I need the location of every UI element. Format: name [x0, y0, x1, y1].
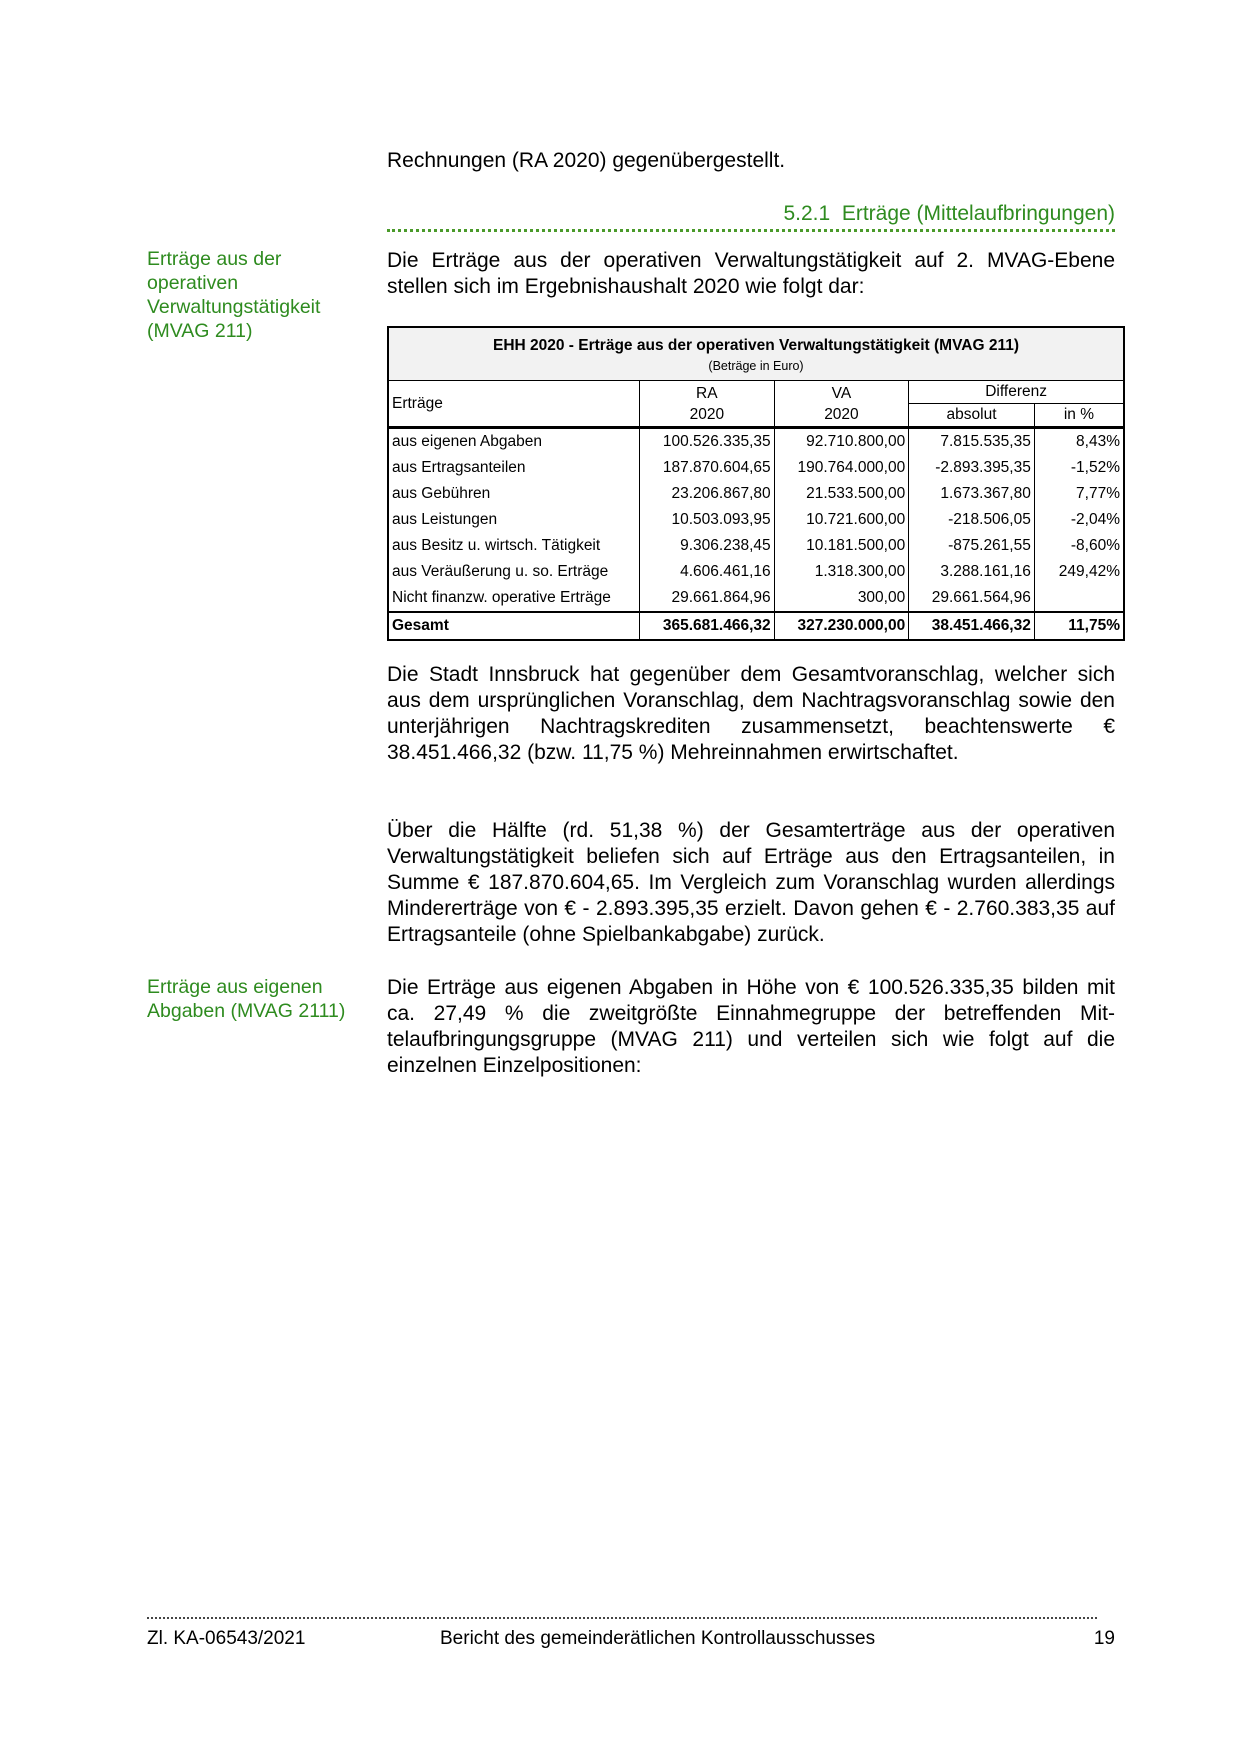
row-abs: 3.288.161,16 — [909, 559, 1035, 585]
total-ra: 365.681.466,32 — [640, 612, 775, 640]
row-va: 190.764.000,00 — [774, 455, 909, 481]
row-pct: -1,52% — [1034, 455, 1124, 481]
row-label: aus Besitz u. wirtsch. Tätigkeit — [392, 537, 601, 554]
row-label: aus Ertragsanteilen — [392, 459, 526, 476]
footer-reference: Zl. KA-06543/2021 — [147, 1628, 306, 1649]
header-pct: in % — [1034, 404, 1124, 428]
side-label-operative — [147, 247, 367, 343]
paragraph-intro: Die Erträge aus der operativen Verwaltungstätigkeit auf 2. MVAG-Ebene stellen sich im Ergebnishaushalt 2020 wie folgt dar: — [387, 249, 1115, 298]
section-title: Erträge (Mittelaufbringungen) — [841, 202, 1115, 225]
row-pct: 7,77% — [1034, 481, 1124, 507]
header-label: Erträge — [388, 381, 640, 428]
side-label-line: operativen — [147, 272, 239, 294]
footer-divider — [147, 1617, 1097, 1619]
row-ra: 9.306.238,45 — [640, 533, 775, 559]
revenue-table — [387, 326, 1125, 641]
row-abs: 29.661.564,96 — [909, 585, 1035, 612]
row-abs: 7.815.535,35 — [909, 428, 1035, 456]
side-label-line: (MVAG 211) — [147, 320, 253, 342]
total-va: 327.230.000,00 — [774, 612, 909, 640]
table-row — [388, 585, 1124, 612]
row-ra: 100.526.335,35 — [640, 428, 775, 456]
table-subtitle: (Beträge in Euro) — [708, 359, 804, 373]
header-ra — [640, 381, 775, 428]
header-diff: Differenz — [909, 381, 1124, 404]
row-abs: -875.261,55 — [909, 533, 1035, 559]
row-pct: 8,43% — [1034, 428, 1124, 456]
paragraph-eigene-abgaben: Die Erträge aus eigenen Abgaben in Höhe von € 100.526.335,35 bilden mit ca. 27,49 % die zweitgrößte Einnahmegruppe der betreffenden Mittelaufbringungsgruppe (MVAG 211) und verteilen sich wie folgt auf die einzelnen Einzelpositionen: — [387, 976, 1115, 1077]
row-label: Nicht finanzw. operative Erträge — [392, 589, 611, 606]
header-va-line: VA — [831, 384, 852, 402]
section-heading — [387, 201, 1115, 227]
row-va: 92.710.800,00 — [774, 428, 909, 456]
row-ra: 23.206.867,80 — [640, 481, 775, 507]
row-label: aus Leistungen — [392, 511, 498, 528]
header-abs: absolut — [909, 404, 1035, 428]
header-ra-line: RA — [696, 384, 718, 402]
row-abs: -218.506,05 — [909, 507, 1035, 533]
row-pct: 249,42% — [1034, 559, 1124, 585]
total-pct: 11,75% — [1034, 612, 1124, 640]
row-label: aus eigenen Abgaben — [392, 433, 542, 450]
table-row — [388, 428, 1124, 456]
row-ra: 187.870.604,65 — [640, 455, 775, 481]
row-label: aus Veräußerung u. so. Erträge — [392, 563, 609, 580]
row-pct: -2,04% — [1034, 507, 1124, 533]
row-pct: -8,60% — [1034, 533, 1124, 559]
row-ra: 4.606.461,16 — [640, 559, 775, 585]
side-label-line: Abgaben (MVAG 2111) — [147, 1000, 346, 1022]
total-abs: 38.451.466,32 — [909, 612, 1035, 640]
row-va: 10.181.500,00 — [774, 533, 909, 559]
paragraph-mehreinnahmen: Die Stadt Innsbruck hat gegenüber dem Gesamtvoranschlag, welcher sich aus dem ursprünglichen Voranschlag, dem Nachtragsvoranschlag sowie den unterjährigen Nachtragskrediten zusammensetzt, beachtenswerte € 38.451.466,32 (bzw. 11,75 %) Mehreinnahmen erwirtschaftet. — [387, 663, 1115, 764]
table-row — [388, 507, 1124, 533]
row-pct — [1034, 585, 1124, 612]
total-label: Gesamt — [388, 612, 640, 640]
table-row — [388, 533, 1124, 559]
side-label-eigene-abgaben — [147, 975, 377, 1023]
table-container — [387, 326, 1125, 641]
side-label-line: Erträge aus der — [147, 248, 282, 270]
row-va: 10.721.600,00 — [774, 507, 909, 533]
table-total-row — [388, 612, 1124, 640]
section-number: 5.2.1 — [783, 202, 831, 225]
table-title: EHH 2020 - Erträge aus der operativen Verwaltungstätigkeit (MVAG 211) — [492, 337, 1020, 354]
intro-line: Rechnungen (RA 2020) gegenübergestellt. — [387, 149, 786, 172]
row-abs: 1.673.367,80 — [909, 481, 1035, 507]
table-row — [388, 455, 1124, 481]
side-label-line: Erträge aus eigenen — [147, 976, 323, 998]
row-va: 300,00 — [774, 585, 909, 612]
page-number: 19 — [1093, 1628, 1115, 1649]
table-row — [388, 559, 1124, 585]
header-va — [774, 381, 909, 428]
footer-title: Bericht des gemeinderätlichen Kontrollausschusses — [440, 1628, 876, 1649]
row-label: aus Gebühren — [392, 485, 491, 502]
paragraph-ertragsanteile: Über die Hälfte (rd. 51,38 %) der Gesamterträge aus der operativen Verwaltungstätigkeit beliefen sich auf Erträge aus den Ertragsanteilen, in Summe € 187.870.604,65. Im Vergleich zum Voranschlag wurden allerdings Mindererträge von € - 2.893.395,35 erzielt. Davon gehen € - 2.760.383,35 auf Ertragsanteile (ohne Spielbankabgabe) zurück. — [387, 819, 1115, 946]
row-va: 1.318.300,00 — [774, 559, 909, 585]
row-abs: -2.893.395,35 — [909, 455, 1035, 481]
section-divider — [387, 229, 1115, 232]
row-va: 21.533.500,00 — [774, 481, 909, 507]
row-ra: 29.661.864,96 — [640, 585, 775, 612]
row-ra: 10.503.093,95 — [640, 507, 775, 533]
table-row — [388, 481, 1124, 507]
side-label-line: Verwaltungstätigkeit — [147, 296, 321, 318]
header-ra-line: 2020 — [689, 405, 725, 423]
table-caption — [388, 327, 1124, 381]
header-va-line: 2020 — [824, 405, 859, 423]
